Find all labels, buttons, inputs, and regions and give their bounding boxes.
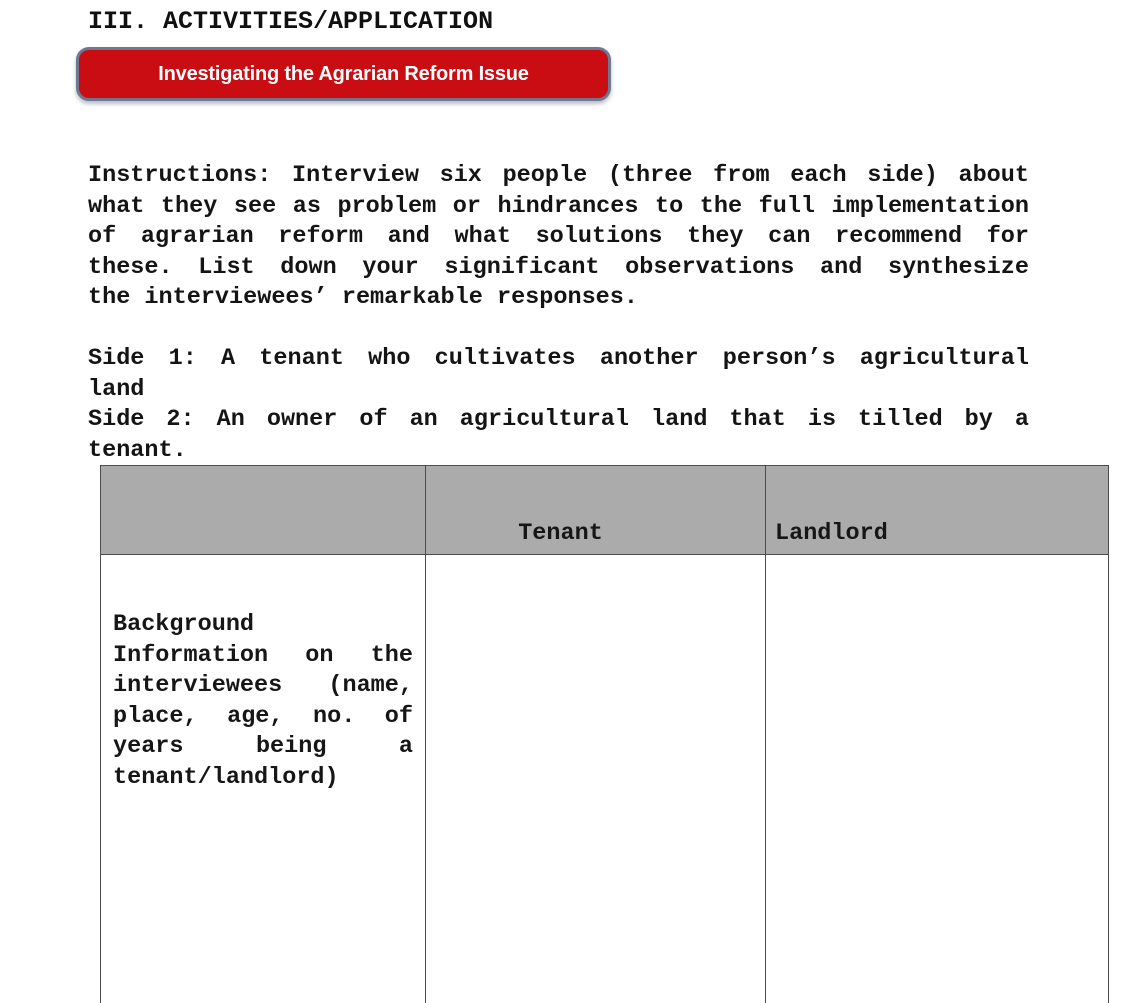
text-line: of agrarian reform and what solutions they can recommend for <box>88 223 1029 250</box>
text-line: years being a <box>113 733 413 760</box>
text-line: land <box>88 375 145 403</box>
text-line: Side 1: A tenant who cultivates another person’s agricultural <box>88 345 1029 372</box>
text-line: interviewees (name, <box>113 672 413 699</box>
table-row-background-info <box>101 555 1109 1003</box>
text-line: Side 2: An owner of an agricultural land that is tilled by a <box>88 406 1029 433</box>
table-header-row <box>101 466 1109 555</box>
landlord-answer-cell <box>766 555 1109 1003</box>
text-line: place, age, no. of <box>113 702 413 730</box>
row-label-cell <box>101 555 426 1003</box>
text-line: Background <box>113 611 255 638</box>
text-line: Instructions: Interview six people (three from each side) about <box>88 162 1029 189</box>
section-heading: III. ACTIVITIES/APPLICATION <box>88 7 494 36</box>
activity-title-banner <box>76 47 611 101</box>
sides-paragraph <box>88 344 1029 466</box>
text-line: tenant/landlord) <box>113 763 339 791</box>
tenant-answer-cell <box>426 555 766 1003</box>
table-header-landlord: Landlord <box>766 466 1109 555</box>
table-header-tenant: Tenant <box>426 466 766 555</box>
text-line: Information on the <box>113 641 413 669</box>
table-header-empty <box>101 466 426 555</box>
interview-table <box>100 465 1109 1003</box>
text-line: tenant. <box>88 436 187 464</box>
activity-title-label: Investigating the Agrarian Reform Issue <box>158 62 529 85</box>
text-line: the interviewees’ remarkable responses. <box>88 284 638 311</box>
text-line: these. List down your significant observations and synthesize <box>88 253 1029 281</box>
text-line: what they see as problem or hindrances to the full implementation <box>88 192 1029 220</box>
instructions-paragraph <box>88 161 1029 314</box>
